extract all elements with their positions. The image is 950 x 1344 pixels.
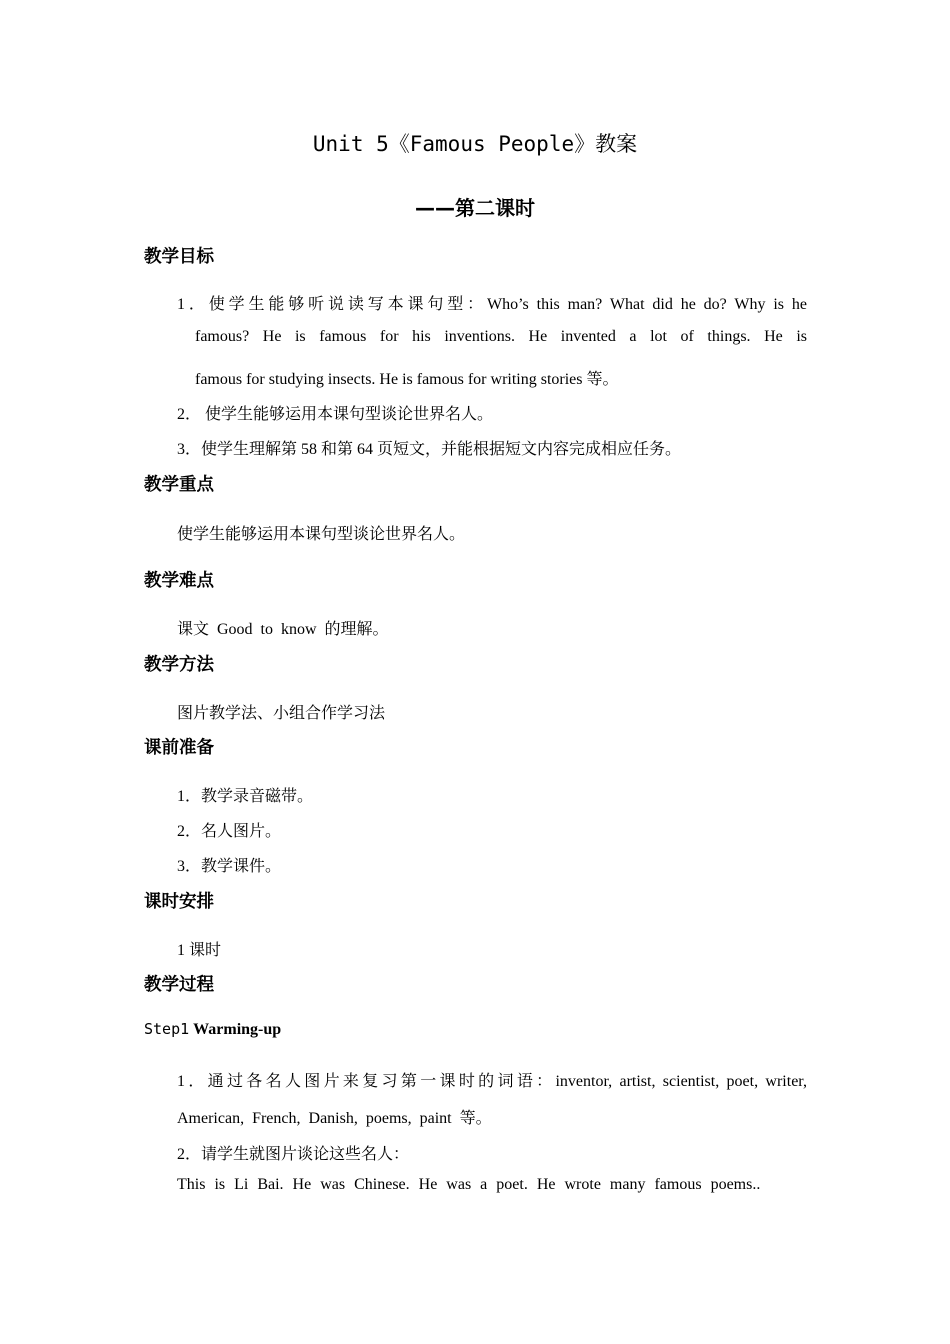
preparation-item-1: 1．教学录音磁带。 <box>177 788 314 805</box>
key-points-text: 使学生能够运用本课句型谈论世界名人。 <box>177 526 466 543</box>
methods-text: 图片教学法、小组合作学习法 <box>177 705 386 722</box>
objective-item-1-line-3: famous for studying insects. He is famous for writing stories 等。 <box>195 371 619 388</box>
process-heading: 教学过程 <box>144 975 214 995</box>
document-title: Unit 5《Famous People》教案 <box>312 132 638 156</box>
preparation-item-2: 2．名人图片。 <box>177 823 282 840</box>
objective-item-1-line-1: 1．使学生能够听说读写本课句型：Who’s this man? What did he do? Why is he <box>177 296 807 313</box>
process-item-2-example: This is Li Bai. He was Chinese. He was a poet. He wrote many famous poems.. <box>177 1176 761 1193</box>
step-1-title: Warming-up <box>193 1021 282 1038</box>
process-item-1-line-1: 1．通过各名人图片来复习第一课时的词语：inventor, artist, scientist, poet, writer, <box>177 1073 807 1090</box>
difficulties-text: 课文 Good to know 的理解。 <box>177 621 389 638</box>
process-item-1-line-2: American, French, Danish, poems, paint 等。 <box>177 1110 492 1127</box>
objectives-heading: 教学目标 <box>144 247 214 267</box>
difficulties-heading: 教学难点 <box>144 571 214 591</box>
document-subtitle: ——第二课时 <box>415 196 535 220</box>
objective-item-1-line-2: famous? He is famous for his inventions. He invented a lot of things. He is <box>195 328 807 345</box>
objective-item-3: 3．使学生理解第 58 和第 64 页短文，并能根据短文内容完成相应任务。 <box>177 441 682 458</box>
step-1-number: Step1 <box>144 1020 190 1038</box>
objective-item-2: 2． 使学生能够运用本课句型谈论世界名人。 <box>177 406 494 423</box>
methods-heading: 教学方法 <box>144 655 214 675</box>
preparation-item-3: 3．教学课件。 <box>177 858 282 875</box>
schedule-heading: 课时安排 <box>144 892 214 912</box>
key-points-heading: 教学重点 <box>144 475 214 495</box>
step-1-label <box>144 1020 281 1039</box>
process-item-2: 2．请学生就图片谈论这些名人： <box>177 1146 410 1163</box>
preparation-heading: 课前准备 <box>144 738 214 758</box>
schedule-text: 1 课时 <box>177 942 222 959</box>
